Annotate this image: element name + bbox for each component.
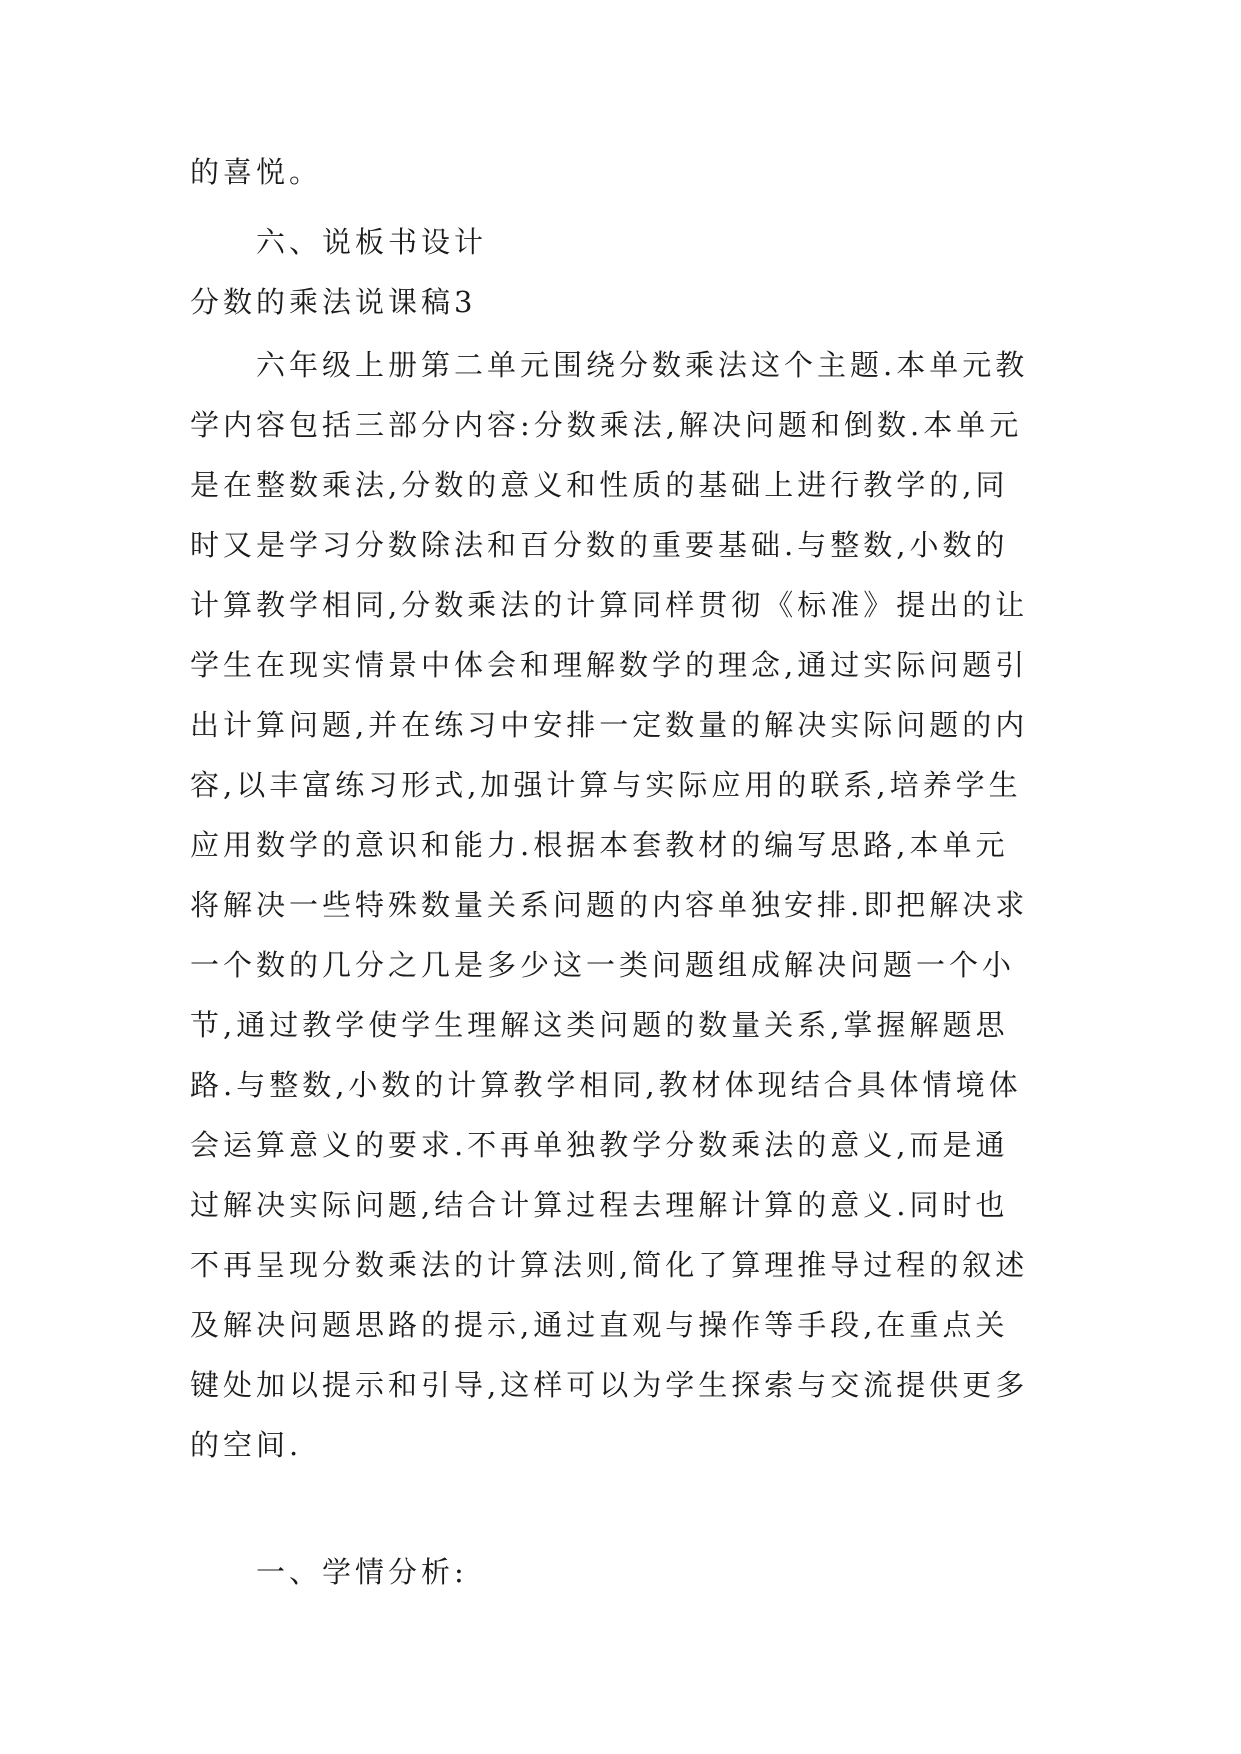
paragraph-line: 会运算意义的要求.不再单独教学分数乘法的意义,而是通 xyxy=(190,1128,1009,1162)
paragraph-line: 不再呈现分数乘法的计算法则,简化了算理推导过程的叙述 xyxy=(190,1248,1029,1282)
section-heading: 六、说板书设计 xyxy=(256,225,488,259)
paragraph-line: 键处加以提示和引导,这样可以为学生探索与交流提供更多 xyxy=(190,1368,1029,1402)
paragraph-line: 及解决问题思路的提示,通过直观与操作等手段,在重点关 xyxy=(190,1308,1009,1342)
text-line: 的喜悦。 xyxy=(190,155,323,189)
paragraph-line: 的空间. xyxy=(190,1428,303,1462)
paragraph-line: 六年级上册第二单元围绕分数乘法这个主题.本单元教 xyxy=(256,348,1029,382)
paragraph-line: 出计算问题,并在练习中安排一定数量的解决实际问题的内 xyxy=(190,708,1029,742)
paragraph-line: 将解决一些特殊数量关系问题的内容单独安排.即把解决求 xyxy=(190,888,1029,922)
paragraph-line: 学内容包括三部分内容:分数乘法,解决问题和倒数.本单元 xyxy=(190,408,1023,442)
paragraph-line: 是在整数乘法,分数的意义和性质的基础上进行教学的,同 xyxy=(190,468,1009,502)
paragraph-line: 容,以丰富练习形式,加强计算与实际应用的联系,培养学生 xyxy=(190,768,1022,802)
article-title: 分数的乘法说课稿3 xyxy=(190,285,477,319)
paragraph-line: 计算教学相同,分数乘法的计算同样贯彻《标准》提出的让 xyxy=(190,588,1029,622)
paragraph-line: 学生在现实情景中体会和理解数学的理念,通过实际问题引 xyxy=(190,648,1029,682)
paragraph-line: 一个数的几分之几是多少这一类问题组成解决问题一个小 xyxy=(190,948,1016,982)
section-heading: 一、学情分析: xyxy=(256,1555,468,1589)
paragraph-line: 应用数学的意识和能力.根据本套教材的编写思路,本单元 xyxy=(190,828,1009,862)
paragraph-line: 节,通过教学使学生理解这类问题的数量关系,掌握解题思 xyxy=(190,1008,1009,1042)
paragraph-line: 路.与整数,小数的计算教学相同,教材体现结合具体情境体 xyxy=(190,1068,1022,1102)
paragraph-line: 时又是学习分数除法和百分数的重要基础.与整数,小数的 xyxy=(190,528,1009,562)
paragraph-line: 过解决实际问题,结合计算过程去理解计算的意义.同时也 xyxy=(190,1188,1009,1222)
